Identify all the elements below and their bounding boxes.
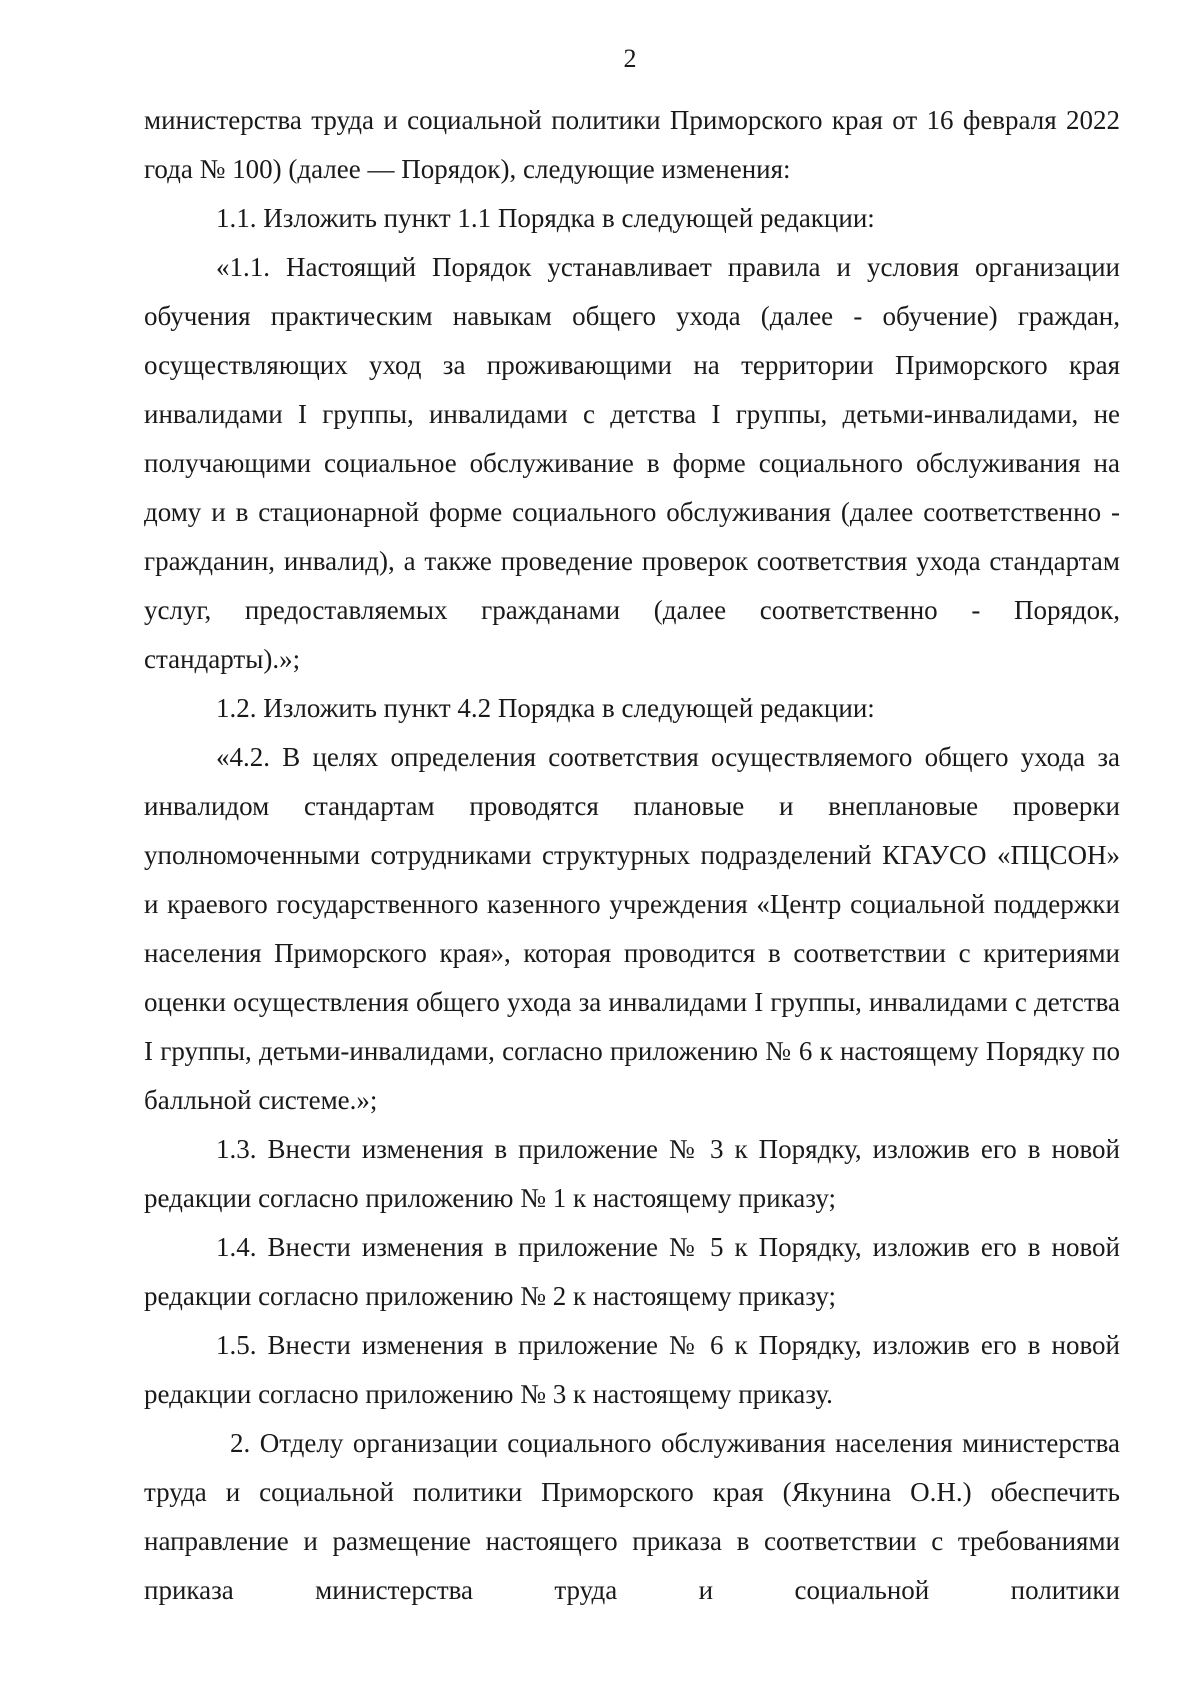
document-body — [144, 96, 1120, 1615]
paragraph-4-2-quote: «4.2. В целях определения соответствия осуществляемого общего ухода за инвалидом стандартам проводятся плановые и внеплановые проверки уполномоченными сотрудниками структурных подразделений КГАУСО «ПЦСОН» и краевого государственного казенного учреждения «Центр социальной поддержки населения Приморского края», которая проводится в соответствии с критериями оценки осуществления общего ухода за инвалидами I группы, инвалидами с детства I группы, детьми-инвалидами, согласно приложению № 6 к настоящему Порядку по балльной системе.»; — [144, 742, 1120, 1115]
paragraph-1-1-quote: «1.1. Настоящий Порядок устанавливает правила и условия организации обучения практическим навыкам общего ухода (далее - обучение) граждан, осуществляющих уход за проживающими на территории Приморского края инвалидами I группы, инвалидами с детства I группы, детьми-инвалидами, не получающими социальное обслуживание в форме социального обслуживания на дому и в стационарной форме социального обслуживания (далее соответственно - гражданин, инвалид), а также проведение проверок соответствия ухода стандартам услуг, предоставляемых гражданами (далее соответственно - Порядок, стандарты).»; — [144, 252, 1120, 674]
paragraph-1-1: 1.1. Изложить пункт 1.1 Порядка в следующей редакции: — [216, 203, 875, 233]
paragraph-1-5: 1.5. Внести изменения в приложение № 6 к Порядку, изложив его в новой редакции согласно приложению № 3 к настоящему приказу. — [144, 1330, 1120, 1409]
paragraph-1-2: 1.2. Изложить пункт 4.2 Порядка в следующей редакции: — [216, 693, 875, 723]
paragraph-intro-continuation: министерства труда и социальной политики Приморского края от 16 февраля 2022 года № 100) (далее — Порядок), следующие изменения: — [144, 105, 1120, 184]
page-number: 2 — [623, 44, 637, 73]
paragraph-1-3: 1.3. Внести изменения в приложение № 3 к Порядку, изложив его в новой редакции согласно приложению № 1 к настоящему приказу; — [144, 1134, 1120, 1213]
paragraph-1-4: 1.4. Внести изменения в приложение № 5 к Порядку, изложив его в новой редакции согласно приложению № 2 к настоящему приказу; — [144, 1232, 1120, 1311]
paragraph-2: 2. Отделу организации социального обслуживания населения министерства труда и социальной политики Приморского края (Якунина О.Н.) обеспечить направление и размещение настоящего приказа в соответствии с требованиями приказа министерства труда и социальной политики — [144, 1428, 1120, 1605]
